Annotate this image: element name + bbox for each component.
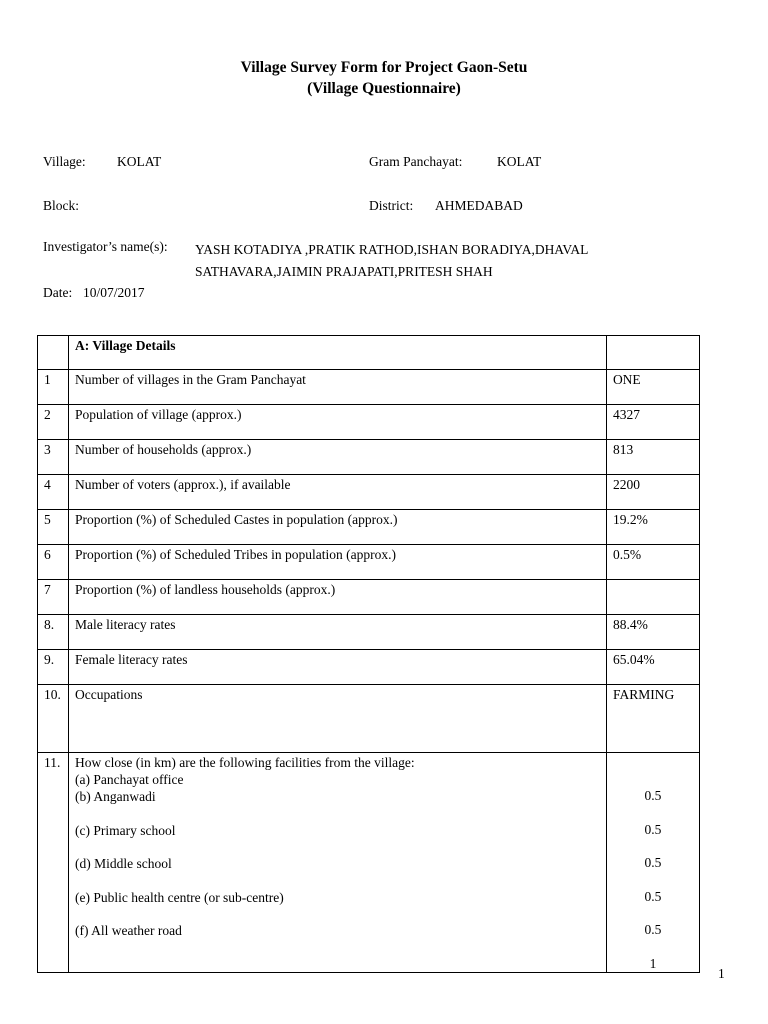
row-question: Population of village (approx.) xyxy=(75,407,242,422)
block-label: Block: xyxy=(43,198,79,213)
row-num-cell xyxy=(38,753,69,973)
row-answer: 65.04% xyxy=(612,652,655,667)
row-question: Male literacy rates xyxy=(75,617,176,632)
page-number: 1 xyxy=(718,966,725,981)
facility-distance: 0.5 xyxy=(644,888,662,904)
row-question-cell xyxy=(69,440,607,475)
facilities-list xyxy=(75,771,600,939)
row-num-cell xyxy=(38,545,69,580)
row-number: 11. xyxy=(44,755,61,770)
row-answer: 0.5% xyxy=(612,547,642,562)
row-question-cell xyxy=(69,580,607,615)
row-answer: ONE xyxy=(612,372,641,387)
table-row xyxy=(38,615,700,650)
row-num-cell xyxy=(38,440,69,475)
row-number: 8. xyxy=(44,617,55,632)
table-row xyxy=(38,545,700,580)
form-title: Village Survey Form for Project Gaon-Setu xyxy=(240,59,528,76)
table-row xyxy=(38,440,700,475)
row-number: 10. xyxy=(44,687,61,702)
row-num-cell xyxy=(38,650,69,685)
facilities-question: How close (in km) are the following facilities from the village: xyxy=(75,755,415,770)
table-row xyxy=(38,580,700,615)
row-question: Number of villages in the Gram Panchayat xyxy=(75,372,306,387)
village-details-table xyxy=(37,335,700,973)
date-label: Date: xyxy=(43,285,73,300)
row-answer-cell xyxy=(606,440,699,475)
facility-item: (d) Middle school xyxy=(75,856,172,871)
table-row xyxy=(38,370,700,405)
row-num-cell xyxy=(38,580,69,615)
row-question: Proportion (%) of landless households (approx.) xyxy=(75,582,336,597)
row-question-cell xyxy=(69,475,607,510)
row-number: 4 xyxy=(44,477,51,492)
investigator-names-line2: SATHAVARA,JAIMIN PRAJAPATI,PRITESH SHAH xyxy=(195,264,493,279)
district-value: AHMEDABAD xyxy=(435,198,523,213)
row-question-cell xyxy=(69,370,607,405)
row-answer-cell xyxy=(606,685,699,753)
table-row xyxy=(38,685,700,753)
facilities-distance-cell xyxy=(606,753,699,973)
facility-distance: 0.5 xyxy=(644,821,662,837)
facility-item: (c) Primary school xyxy=(75,822,176,838)
district-label: District: xyxy=(369,198,414,213)
table-header-row xyxy=(38,336,700,370)
form-subtitle: (Village Questionnaire) xyxy=(307,80,461,97)
table-row xyxy=(38,405,700,440)
row-answer: 4327 xyxy=(612,407,640,422)
row-question: Female literacy rates xyxy=(75,652,188,667)
gram-panchayat-value: KOLAT xyxy=(497,154,542,169)
row-answer: FARMING xyxy=(612,687,675,702)
row-answer: 2200 xyxy=(612,477,640,492)
row-answer-cell xyxy=(606,580,699,615)
facility-item: (b) Anganwadi xyxy=(75,789,156,804)
row-number: 7 xyxy=(44,582,51,597)
row-answer-cell xyxy=(606,475,699,510)
facility-distance: 1 xyxy=(649,955,657,971)
row-answer-cell xyxy=(606,370,699,405)
section-header-cell xyxy=(69,336,607,370)
facility-item: (f) All weather road xyxy=(75,923,182,938)
row-answer: 19.2% xyxy=(612,512,648,527)
investigator-label: Investigator’s name(s): xyxy=(43,239,168,254)
row-num-cell xyxy=(38,615,69,650)
row-question-cell xyxy=(69,615,607,650)
row-answer-cell xyxy=(606,650,699,685)
table-row xyxy=(38,510,700,545)
table-row xyxy=(38,650,700,685)
village-value: KOLAT xyxy=(117,154,162,169)
row-num-cell xyxy=(38,370,69,405)
investigator-names xyxy=(195,239,695,283)
table-row xyxy=(38,475,700,510)
header-num-cell xyxy=(38,336,69,370)
facilities-distance-list xyxy=(613,753,693,972)
row-question: Number of voters (approx.), if available xyxy=(75,477,291,492)
row-answer-cell xyxy=(606,405,699,440)
header-answer-cell xyxy=(606,336,699,370)
facilities-row xyxy=(38,753,700,973)
row-answer: 813 xyxy=(612,442,634,457)
facility-distance: 0.5 xyxy=(644,922,662,937)
row-number: 5 xyxy=(44,512,51,527)
gram-panchayat-label: Gram Panchayat: xyxy=(369,154,463,169)
row-question-cell xyxy=(69,685,607,753)
row-answer-cell xyxy=(606,510,699,545)
facilities-question-cell xyxy=(69,753,607,973)
section-header: A: Village Details xyxy=(75,338,176,353)
row-num-cell xyxy=(38,475,69,510)
row-num-cell xyxy=(38,685,69,753)
row-answer-cell xyxy=(606,545,699,580)
row-number: 1 xyxy=(44,372,51,387)
row-number: 2 xyxy=(44,407,51,422)
row-number: 3 xyxy=(44,442,51,457)
row-answer: 88.4% xyxy=(612,617,648,632)
row-answer-cell xyxy=(606,615,699,650)
village-label: Village: xyxy=(43,154,86,169)
date-value: 10/07/2017 xyxy=(83,285,145,300)
facility-distance: 0.5 xyxy=(644,788,662,803)
row-question-cell xyxy=(69,545,607,580)
row-question: Proportion (%) of Scheduled Castes in population (approx.) xyxy=(75,512,398,527)
row-num-cell xyxy=(38,510,69,545)
row-question-cell xyxy=(69,405,607,440)
facility-item: (a) Panchayat office xyxy=(75,772,184,787)
facility-distance: 0.5 xyxy=(644,855,662,870)
row-question: Occupations xyxy=(75,687,143,702)
row-question: Number of households (approx.) xyxy=(75,442,252,457)
row-num-cell xyxy=(38,405,69,440)
row-number: 9. xyxy=(44,652,55,667)
row-question-cell xyxy=(69,650,607,685)
facility-item: (e) Public health centre (or sub-centre) xyxy=(75,889,284,905)
row-question: Proportion (%) of Scheduled Tribes in population (approx.) xyxy=(75,547,396,562)
investigator-names-line1: YASH KOTADIYA ,PRATIK RATHOD,ISHAN BORADIYA,DHAVAL xyxy=(195,242,589,257)
row-question-cell xyxy=(69,510,607,545)
row-number: 6 xyxy=(44,547,51,562)
